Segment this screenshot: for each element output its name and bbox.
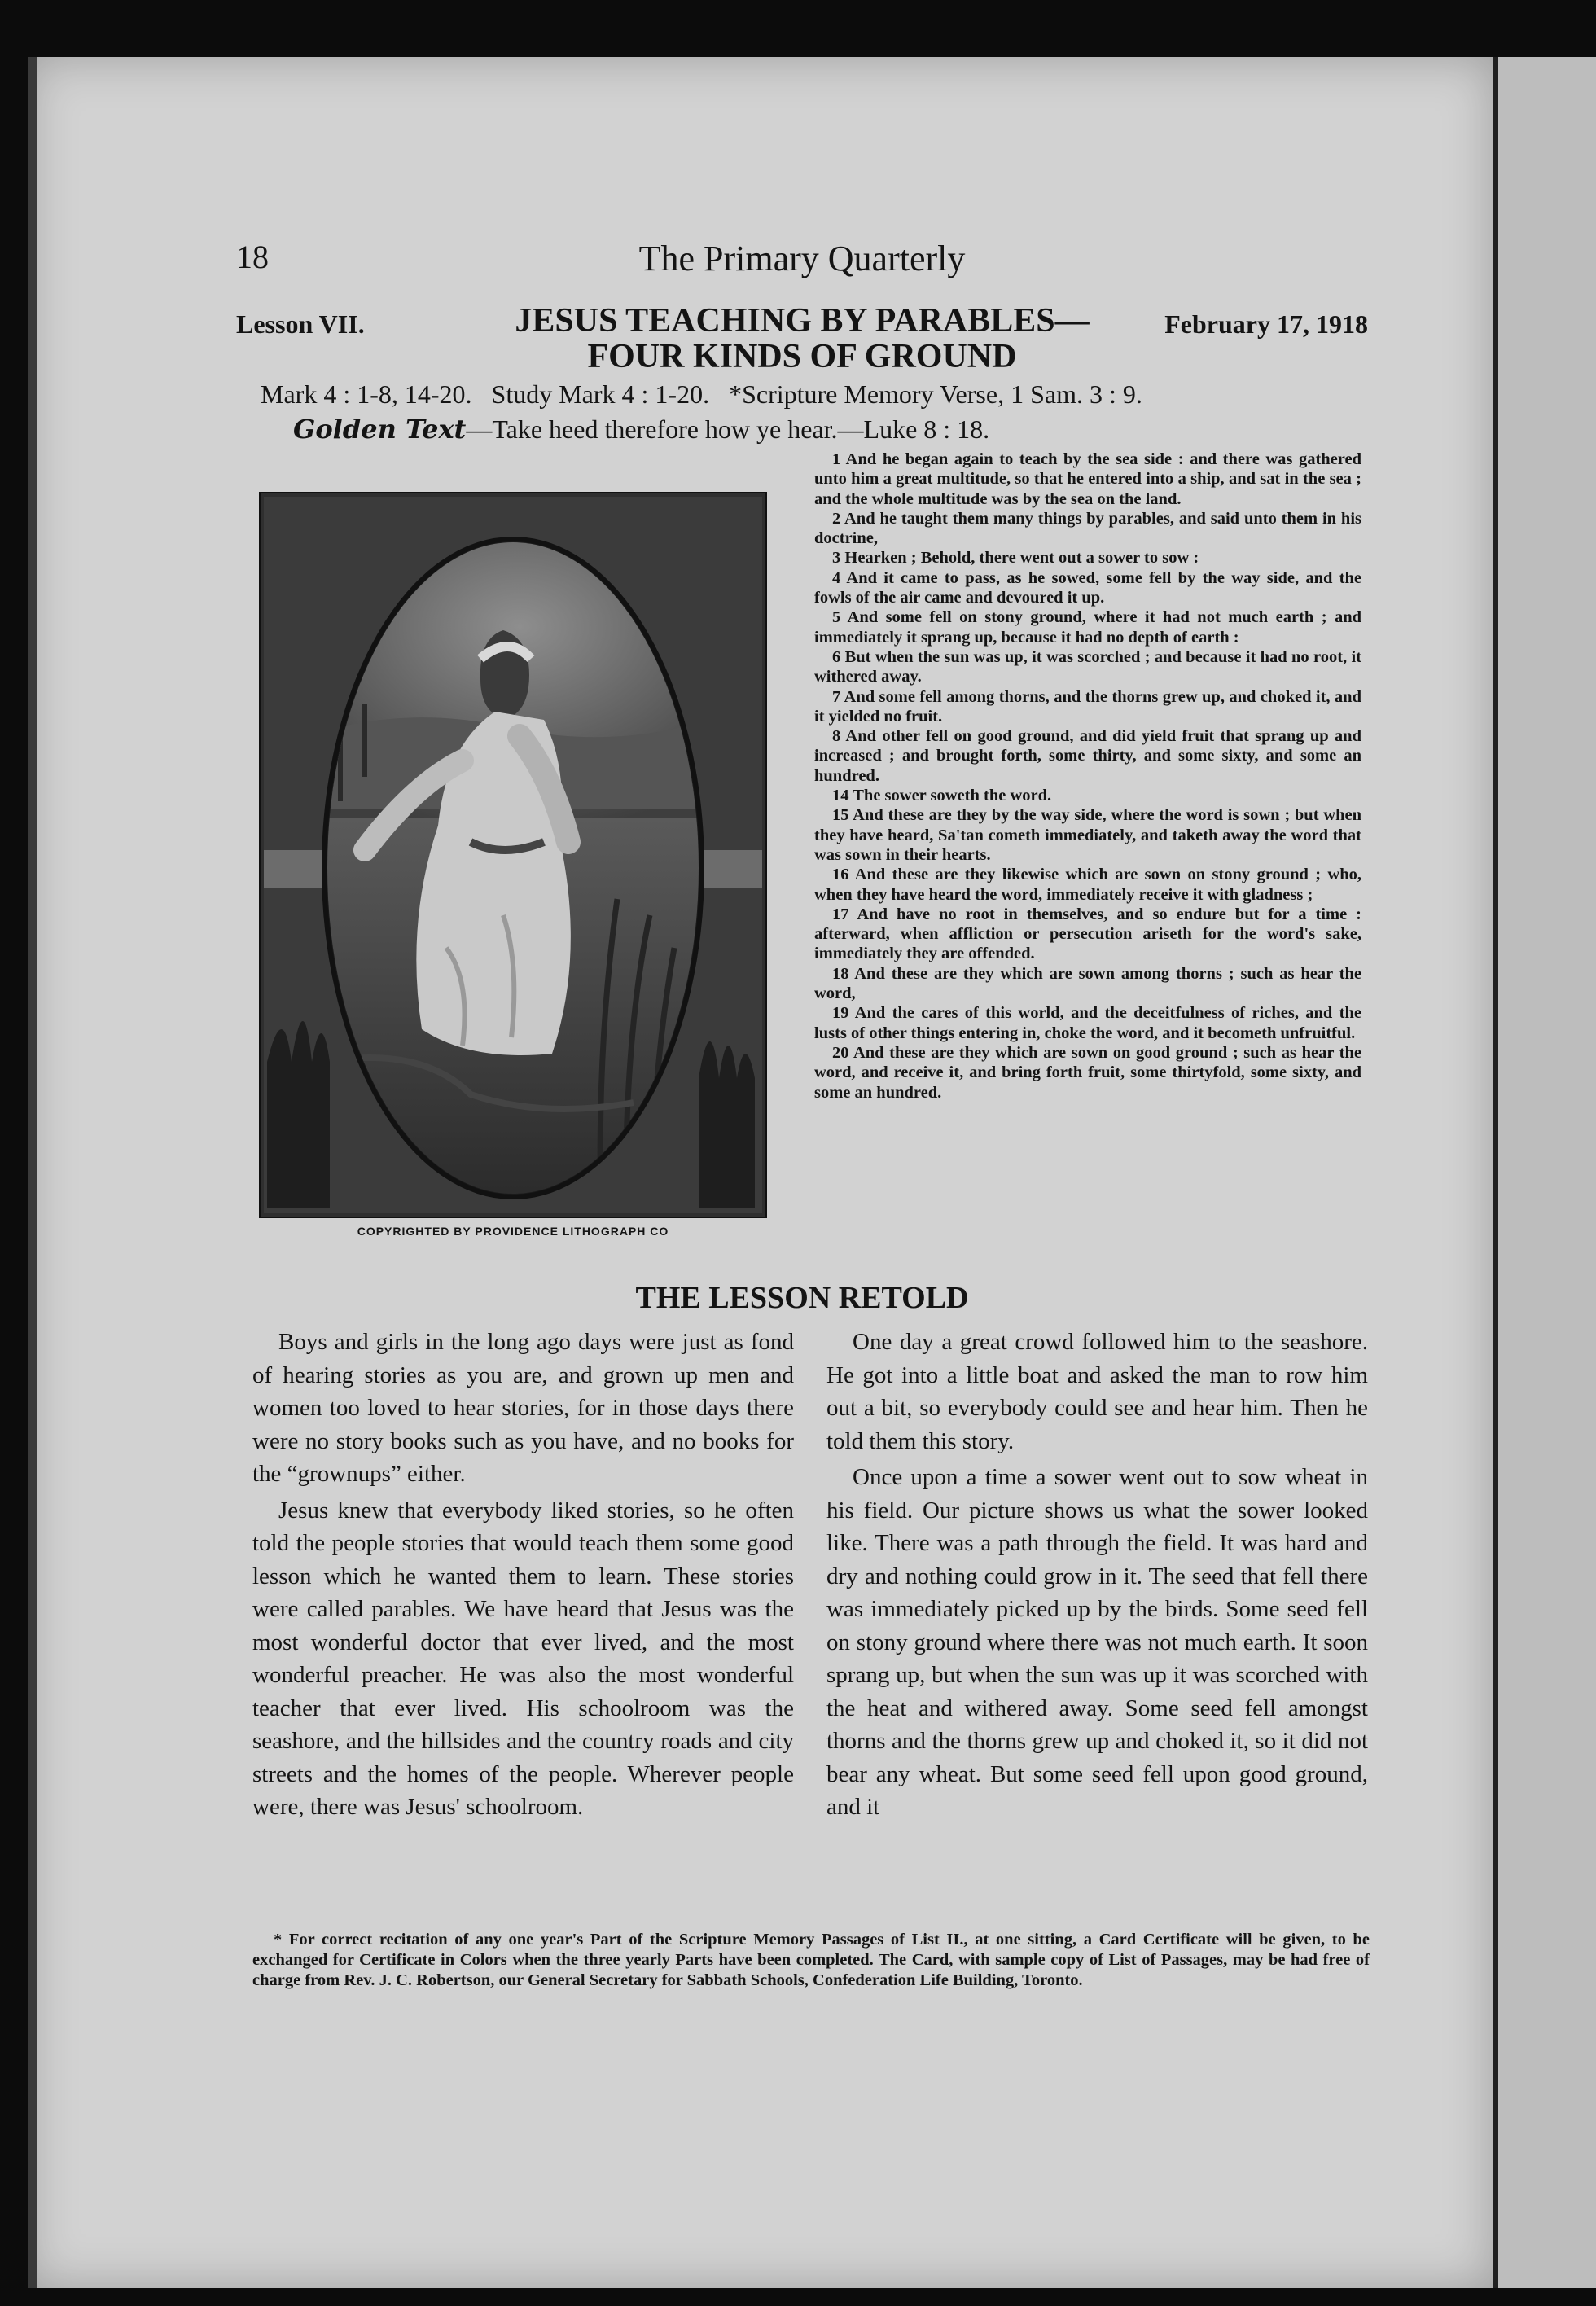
page-number: 18	[236, 239, 269, 275]
passage-verse: 8 And other fell on good ground, and did yield fruit that sprang up and increased ; and brought forth, some thirty, and some sixty, and some an hundred.	[814, 727, 1361, 785]
publication-title: The Primary Quarterly	[638, 239, 966, 278]
lesson-header	[236, 303, 1368, 376]
footnote-text: * For correct recitation of any one year's Part of the Scripture Memory Passages of List II., at one sitting, a Card Certificate will be given, to be exchanged for Certificate in Colors when the three yearly Parts have been completed. The Card, with sample copy of List of Passages, may be had free of charge from Rev. J. C. Robertson, our General Secretary for Sabbath Schools, Confederation Life Building, Toronto.	[252, 1931, 1370, 1989]
lesson-number: Lesson VII.	[236, 309, 365, 339]
lesson-date: February 17, 1918	[1164, 309, 1368, 339]
scripture-references	[261, 379, 1142, 410]
passage-verse: 20 And these are they which are sown on good ground ; such as hear the word, and receive it, and bring forth fruit, some thirtyfold, some sixty, and some an hundred.	[814, 1043, 1361, 1102]
passage-verse: 2 And he taught them many things by parables, and said unto them in his doctrine,	[814, 509, 1361, 548]
golden-text-body: —Take heed therefore how ye hear.—Luke 8 : 18.	[466, 414, 990, 444]
golden-text-label: Golden Text	[293, 414, 467, 445]
lesson-title-line-1: JESUS TEACHING BY PARABLES—	[515, 302, 1090, 340]
retold-paragraph: Boys and girls in the long ago days were just as fond of hearing stories as you are, and grown up men and women too loved to hear stories, for in those days there were no story books such as you have, and no books for the “grownups” either.	[252, 1329, 794, 1487]
passage-verse: 3 Hearken ; Behold, there went out a sower to sow :	[832, 549, 1199, 568]
passage-verse: 15 And these are they by the way side, where the word is sown ; but when they have heard, Sa'tan cometh immediately, and taketh away the word that was sown in their hearts.	[814, 806, 1361, 864]
golden-text	[293, 414, 989, 445]
scripture-passage	[814, 449, 1361, 1103]
sower-illustration	[259, 492, 767, 1218]
passage-verse: 17 And have no root in themselves, and so endure but for a time : afterward, when affliction or persecution ariseth for the word's sake, immediately they are offended.	[814, 905, 1361, 963]
retold-paragraph: Jesus knew that everybody liked stories, so he often told the people stories that would teach them some good lesson which he wanted them to learn. These stories were called parables. We have heard that Jesus was the most wonderful doctor that ever lived, and the most wonderful preacher. He was also the most wonderful teacher that ever lived. His schoolroom was the seashore, and the hillsides and the country roads and city streets and the homes of the people. Wherever people were, there was Jesus' schoolroom.	[252, 1497, 794, 1820]
running-head	[236, 238, 1368, 287]
lesson-title-line-2: FOUR KINDS OF GROUND	[587, 338, 1017, 375]
lesson-retold-heading: THE LESSON RETOLD	[635, 1281, 969, 1315]
illustration-copyright-credit: COPYRIGHTED BY PROVIDENCE LITHOGRAPH CO	[357, 1225, 669, 1238]
page-binding-edge	[28, 57, 37, 2288]
retold-paragraph: One day a great crowd followed him to the seashore. He got into a little boat and asked the man to row him out a bit, so everybody could see and hear him. Then he told them this story.	[826, 1329, 1368, 1454]
passage-verse: 5 And some fell on stony ground, where it had not much earth ; and immediately it sprang up, because it had no depth of earth :	[814, 608, 1361, 647]
passage-verse: 7 And some fell among thorns, and the thorns grew up, and choked it, and it yielded no fruit.	[814, 687, 1361, 726]
passage-verse: 6 But when the sun was up, it was scorched ; and because it had no root, it withered away.	[814, 647, 1361, 686]
retold-column-left	[252, 1326, 794, 1827]
passage-verse: 16 And these are they likewise which are sown on stony ground ; who, when they have heard the word, immediately receive it with gladness ;	[814, 866, 1361, 904]
adjacent-page-edge	[1493, 57, 1596, 2288]
passage-verse: 18 And these are they which are sown among thorns ; such as hear the word,	[814, 964, 1361, 1003]
retold-column-right	[826, 1326, 1368, 1827]
memory-verse-footnote	[252, 1930, 1370, 1991]
sower-picture	[259, 492, 767, 1218]
passage-verse: 4 And it came to pass, as he sowed, some fell by the way side, and the fowls of the air came and devoured it up.	[814, 568, 1361, 607]
passage-verse: 19 And the cares of this world, and the deceitfulness of riches, and the lusts of other things entering in, choke the word, and it becometh unfruitful.	[814, 1004, 1361, 1042]
passage-verse: 14 The sower soweth the word.	[832, 787, 1052, 805]
passage-verse: 1 And he began again to teach by the sea side : and there was gathered unto him a great multitude, so that he entered into a ship, and sat in the sea ; and the whole multitude was by the sea on the land.	[814, 450, 1361, 508]
scripture-references-text: Mark 4 : 1-8, 14-20. Study Mark 4 : 1-20. *Scripture Memory Verse, 1 Sam. 3 : 9.	[261, 379, 1142, 409]
retold-paragraph: Once upon a time a sower went out to sow wheat in his field. Our picture shows us what the sower looked like. There was a path through the field. It was hard and dry and nothing could grow in it. The seed that fell there was immediately picked up by the birds. Some seed fell on stony ground where there was not much earth. It soon sprang up, but when the sun was up it was scorched with the heat and withered away. Some seed fell amongst thorns and the thorns grew up and choked it, so it did not bear any wheat. But some seed fell upon good ground, and it	[826, 1464, 1368, 1820]
